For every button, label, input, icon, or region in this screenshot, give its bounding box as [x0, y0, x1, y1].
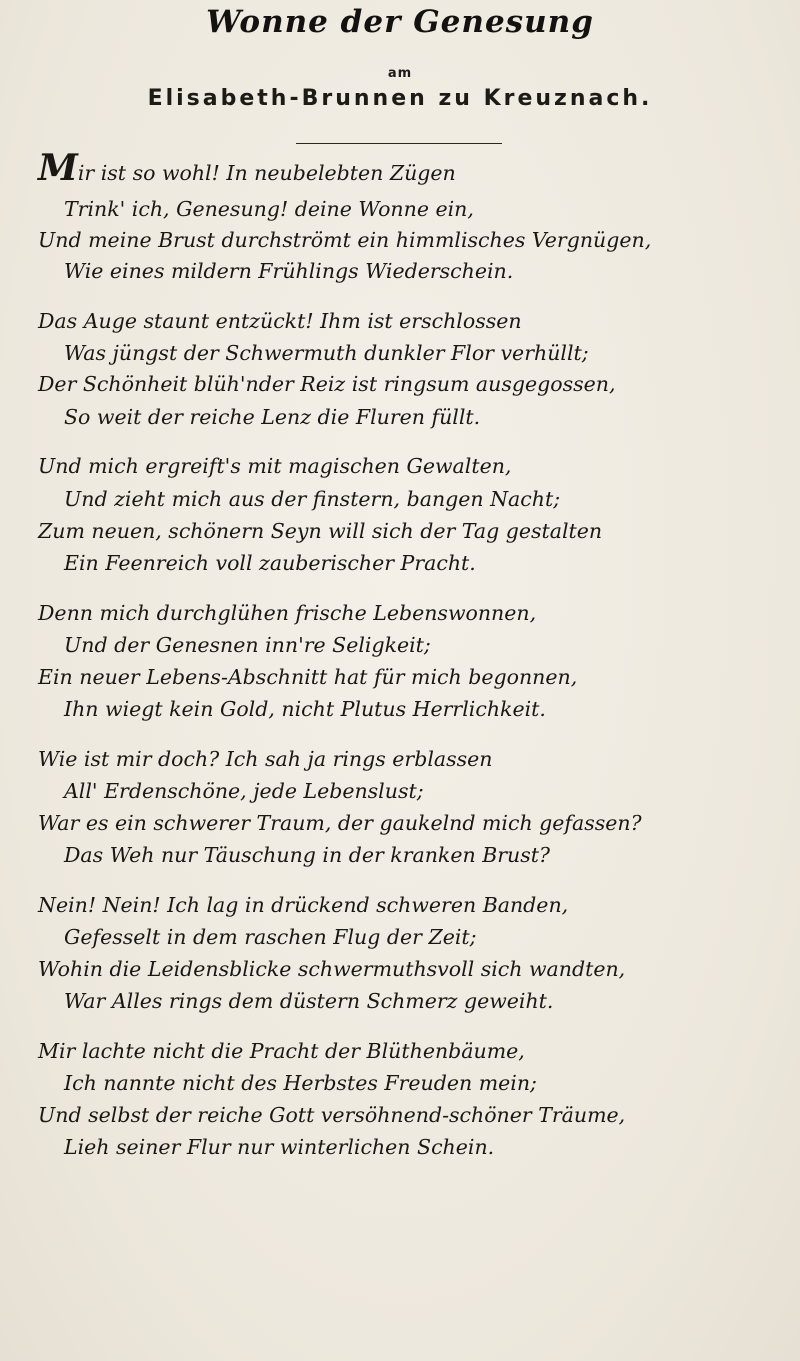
poem-line	[38, 147, 456, 189]
poem-line: Was jüngst der Schwermuth dunkler Flor verhüllt;	[64, 341, 589, 365]
poem-title: Wonne der Genesung	[206, 4, 594, 40]
poem-line: Ein neuer Lebens-Abschnitt hat für mich begonnen,	[38, 665, 578, 689]
poem-line: Der Schönheit blüh'nder Reiz ist ringsum ausgegossen,	[38, 372, 616, 396]
poem-line: So weit der reiche Lenz die Fluren füllt.	[64, 405, 481, 429]
poem-line: Denn mich durchglühen frische Lebenswonnen,	[38, 601, 537, 625]
poem-line: Trink' ich, Genesung! deine Wonne ein,	[64, 197, 474, 221]
title-divider	[296, 143, 502, 144]
poem-line: Wohin die Leidensblicke schwermuthsvoll sich wandten,	[38, 957, 626, 981]
poem-line-text: ir ist so wohl! In neubelebten Zügen	[77, 161, 456, 185]
poem-line: Ein Feenreich voll zauberischer Pracht.	[64, 551, 476, 575]
poem-line: Ich nannte nicht des Herbstes Freuden mein;	[64, 1071, 537, 1095]
drop-cap: M	[38, 147, 78, 189]
poem-line: All' Erdenschöne, jede Lebenslust;	[64, 779, 424, 803]
poem-line: Und zieht mich aus der finstern, bangen Nacht;	[64, 487, 561, 511]
poem-line: War es ein schwerer Traum, der gaukelnd mich gefassen?	[38, 811, 642, 835]
poem-line: Das Auge staunt entzückt! Ihm ist erschlossen	[38, 309, 522, 333]
poem-line: Gefesselt in dem raschen Flug der Zeit;	[64, 925, 477, 949]
poem-line: Wie eines mildern Frühlings Wiederschein.	[64, 259, 514, 283]
poem-line: Und der Genesnen inn're Seligkeit;	[64, 633, 431, 657]
poem-line: Ihn wiegt kein Gold, nicht Plutus Herrlichkeit.	[64, 697, 546, 721]
poem-line: Das Weh nur Täuschung in der kranken Brust?	[64, 843, 551, 867]
poem-line: Und mich ergreift's mit magischen Gewalten,	[38, 454, 512, 478]
poem-line: Nein! Nein! Ich lag in drückend schweren Banden,	[38, 893, 569, 917]
poem-line: Und meine Brust durchströmt ein himmlisches Vergnügen,	[38, 228, 652, 252]
poem-subtitle: Elisabeth-Brunnen zu Kreuznach.	[147, 86, 653, 111]
poem-line: Zum neuen, schönern Seyn will sich der Tag gestalten	[38, 519, 603, 543]
poem-line: Und selbst der reiche Gott versöhnend-schöner Träume,	[38, 1103, 626, 1127]
poem-line: Mir lachte nicht die Pracht der Blüthenbäume,	[38, 1039, 525, 1063]
title-connector: am	[387, 66, 413, 81]
poem-line: War Alles rings dem düstern Schmerz geweiht.	[64, 989, 554, 1013]
poem-line: Lieh seiner Flur nur winterlichen Schein.	[64, 1135, 495, 1159]
poem-line: Wie ist mir doch? Ich sah ja rings erblassen	[38, 747, 493, 771]
